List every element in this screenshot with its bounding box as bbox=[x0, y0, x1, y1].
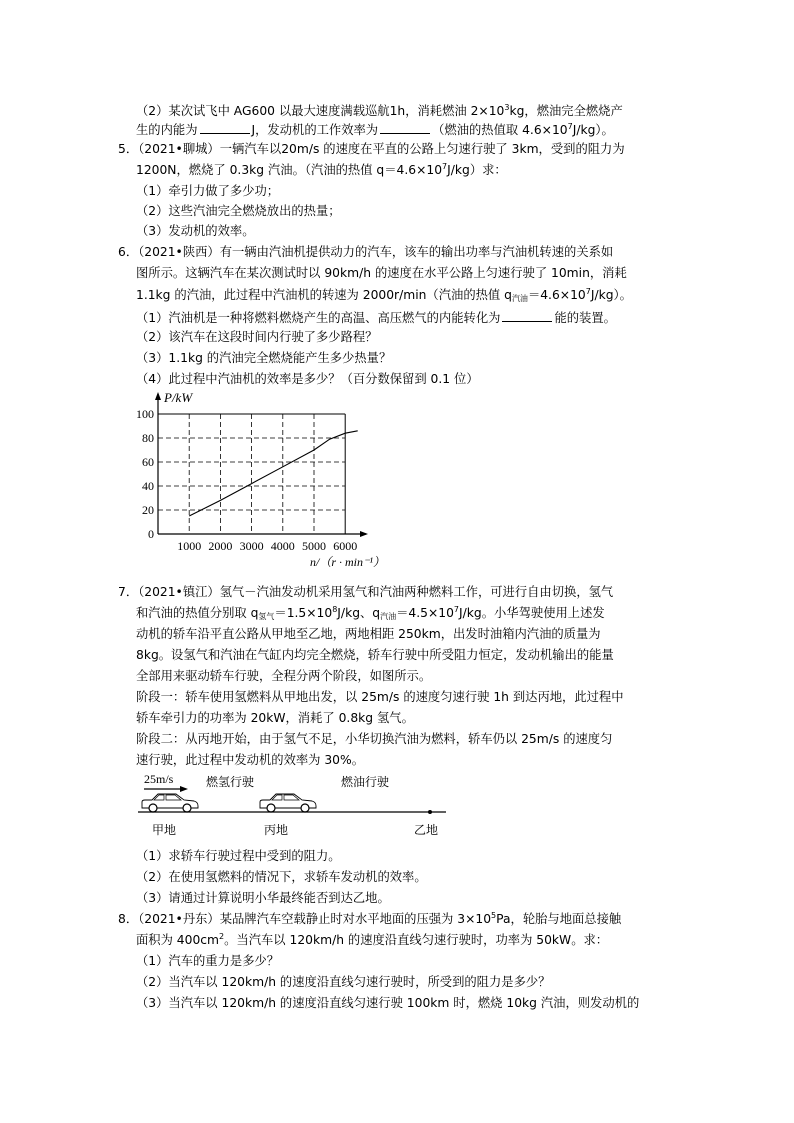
q5-sub3: （3）发动机的效率。 bbox=[136, 224, 255, 238]
x-tick-label: 1000 bbox=[177, 539, 202, 553]
x-tick-label: 6000 bbox=[333, 539, 358, 553]
answer-blank[interactable] bbox=[200, 121, 250, 134]
q7-line4: 8kg。设氢气和汽油在气缸内均完全燃烧，轿车行驶中所受阻力恒定，发动机输出的能量 bbox=[136, 648, 614, 662]
answer-blank[interactable] bbox=[380, 121, 430, 134]
hydrogen-driving-label: 燃氢行驶 bbox=[206, 775, 255, 789]
q7-stage2-line2: 速行驶，此过程中发动机的效率为 30%。 bbox=[136, 753, 364, 767]
destination-dot bbox=[428, 810, 432, 814]
q5-sub1: （1）牵引力做了多少功； bbox=[136, 184, 280, 198]
q5-line2: 1200N，燃烧了 0.3kg 汽油。（汽油的热值 $q=4.6\times 10^7J/kg$）求： bbox=[136, 162, 507, 177]
q7-line5: 全部用来驱动轿车行驶，全程分两个阶段，如图所示。 bbox=[136, 669, 432, 683]
answer-blank[interactable] bbox=[502, 309, 552, 322]
y-tick-label: 0 bbox=[148, 527, 154, 541]
x-axis-arrow bbox=[360, 531, 368, 537]
q7-sub1: （1）求轿车行驶过程中受到的阻力。 bbox=[136, 849, 341, 863]
q6-line3: 1.1kg 的汽油，此过程中汽油机的转速为 2000r/min（汽油的热值 $q_{汽油}=4.6\times 10^7J/kg$）。 bbox=[136, 287, 632, 303]
q8-line2: 面积为 $400cm^2$。当汽车以 120km/h 的速度沿直线匀速行驶时，功率为 50kW。求： bbox=[136, 932, 609, 947]
speed-label: 25m/s bbox=[144, 772, 174, 786]
speed-arrow-head bbox=[180, 786, 188, 792]
oil-driving-label: 燃油行驶 bbox=[341, 775, 390, 789]
q8-line1: 8．（2021•丹东）某品牌汽车空载静止时对水平地面的压强为 $3\times 10^5Pa$，轮胎与地面总接触 bbox=[118, 911, 622, 926]
car-icon bbox=[260, 794, 316, 812]
y-axis-label: P/kW bbox=[164, 390, 193, 405]
y-tick-label: 100 bbox=[136, 407, 154, 421]
q6-sub3: （3）1.1kg 的汽油完全燃烧能产生多少热量？ bbox=[136, 351, 392, 365]
y-tick-label: 80 bbox=[142, 431, 154, 445]
x-tick-label: 4000 bbox=[270, 539, 295, 553]
q8-sub3: （3）当汽车以 120km/h 的速度沿直线匀速行驶 100km 时，燃烧 10kg 汽油，则发动机的 bbox=[136, 996, 640, 1010]
q7-sub3: （3）请通过计算说明小华最终能否到达乙地。 bbox=[136, 891, 390, 905]
q7-sub2: （2）在使用氢燃料的情况下，求轿车发动机的效率。 bbox=[136, 870, 427, 884]
series-line-P bbox=[189, 431, 358, 516]
place-jia: 甲地 bbox=[152, 823, 177, 837]
q8-sub1: （1）汽车的重力是多少？ bbox=[136, 954, 280, 968]
q4-part2-line1: （2）某次试飞中 AG600 以最大速度满载巡航1h，消耗燃油 $2\times 10^3kg$，燃油完全燃烧产 bbox=[136, 103, 623, 118]
y-tick-label: 40 bbox=[142, 479, 154, 493]
car-icon bbox=[142, 794, 198, 812]
q7-line2: 和汽油的热值分别取 $q_{氢气}=1.5\times 10^8J/kg$、$q_{汽油}=4.5\times 10^7J/kg$。小华驾驶使用上述发 bbox=[136, 605, 605, 621]
q4-part2-line2: 生的内能为 J，发动机的工作效率为 （燃油的热值取 $4.6\times 10^7J/kg$）。 bbox=[136, 122, 614, 137]
y-tick-label: 60 bbox=[142, 455, 154, 469]
q7-stage1-line2: 轿车牵引力的功率为 20kW，消耗了 0.8kg 氢气。 bbox=[136, 711, 414, 725]
x-tick-label: 3000 bbox=[239, 539, 264, 553]
q8-sub2: （2）当汽车以 120km/h 的速度沿直线匀速行驶时，所受到的阻力是多少？ bbox=[136, 975, 551, 989]
q7-line1: 7．（2021•镇江）氢气－汽油发动机采用氢气和汽油两种燃料工作，可进行自由切换，氢气 bbox=[118, 585, 614, 599]
x-tick-label: 5000 bbox=[302, 539, 326, 553]
y-tick-label: 20 bbox=[142, 503, 154, 517]
y-axis-arrow bbox=[155, 392, 161, 400]
q6-line1: 6．（2021•陕西）有一辆由汽油机提供动力的汽车，该车的输出功率与汽油机转速的关系如 bbox=[118, 245, 614, 259]
x-tick-label: 2000 bbox=[208, 539, 233, 553]
q7-stage1-line1: 阶段一：轿车使用氢燃料从甲地出发，以 25m/s 的速度匀速行驶 1h 到达丙地，此过程中 bbox=[136, 690, 624, 704]
q6-sub4: （4）此过程中汽油机的效率是多少？（百分数保留到 0.1 位） bbox=[136, 372, 479, 386]
q6-sub1: （1）汽油机是一种将燃料燃烧产生的高温、高压燃气的内能转化为 能的装置。 bbox=[136, 311, 616, 325]
q5-sub2: （2）这些汽油完全燃烧放出的热量； bbox=[136, 204, 341, 218]
q5-line1: 5．（2021•聊城）一辆汽车以20m/s 的速度在平直的公路上匀速行驶了 3km，受到的阻力为 bbox=[118, 142, 625, 156]
q6-line2: 图所示。这辆汽车在某次测试时以 90km/h 的速度在水平公路上匀速行驶了 10min，消耗 bbox=[136, 266, 627, 280]
q7-line3: 动机的轿车沿平直公路从甲地至乙地，两地相距 250km，出发时油箱内汽油的质量为 bbox=[136, 627, 601, 641]
q7-stage2-line1: 阶段二：从丙地开始，由于氢气不足，小华切换汽油为燃料，轿车仍以 25m/s 的速度匀 bbox=[136, 732, 613, 746]
x-axis-label: n/（r · min⁻¹） bbox=[310, 555, 385, 569]
power-speed-chart bbox=[120, 388, 390, 573]
place-yi: 乙地 bbox=[414, 823, 439, 837]
place-bing: 丙地 bbox=[264, 823, 289, 837]
road-diagram bbox=[136, 768, 456, 840]
q6-sub2: （2）该汽车在这段时间内行驶了多少路程？ bbox=[136, 330, 378, 344]
